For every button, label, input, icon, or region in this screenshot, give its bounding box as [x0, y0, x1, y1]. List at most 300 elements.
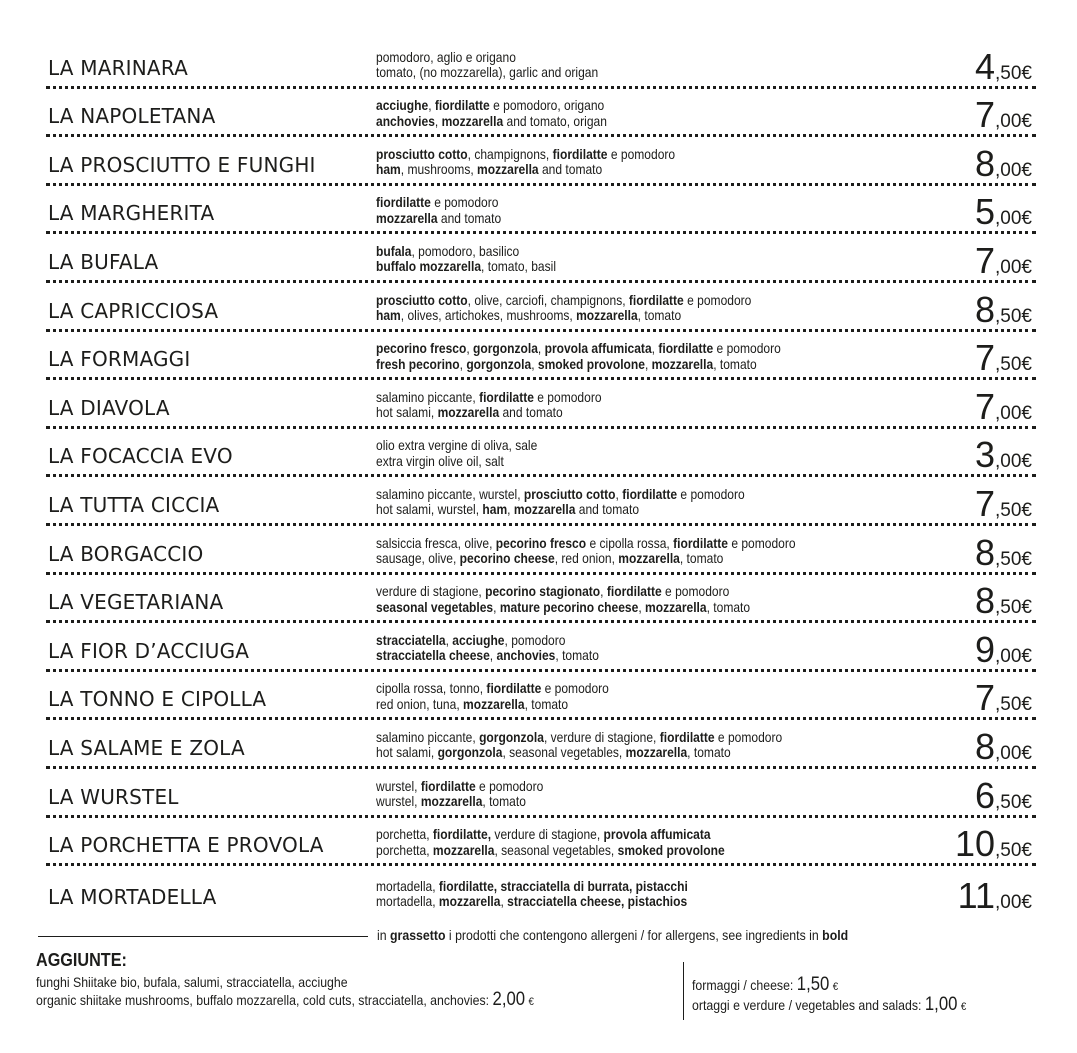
ingredient-text: , tomato — [482, 793, 526, 809]
extras-cheese-price: 1,50 — [796, 974, 830, 995]
ingredient-text: , mushrooms, — [400, 161, 478, 178]
ingredients-it — [376, 341, 781, 357]
allergen-ingredient: smoked provolone — [537, 355, 645, 372]
ingredients-it — [376, 50, 598, 66]
ingredients-en — [376, 259, 556, 275]
allergen-ingredient: gorgonzola — [479, 728, 544, 745]
footnote-text: in — [377, 927, 391, 943]
allergen-ingredient: mozzarella — [463, 695, 525, 712]
allergen-ingredient: gorgonzola — [466, 355, 532, 372]
ingredient-text: , — [537, 340, 545, 357]
price-euros: 7 — [974, 239, 996, 281]
ingredient-text: e cipolla rossa, — [586, 534, 674, 551]
ingredient-text: verdure di stagione, — [376, 583, 486, 600]
ingredient-text: , — [434, 112, 442, 129]
allergen-ingredient: mozzarella — [420, 793, 483, 809]
ingredients-en — [376, 648, 599, 664]
ingredients-en — [376, 357, 781, 373]
pizza-ingredients — [376, 293, 751, 324]
ingredients-it — [376, 633, 599, 649]
pizza-price — [974, 774, 1032, 816]
ingredient-text: , — [507, 501, 514, 518]
ingredient-text: , — [445, 631, 453, 648]
ingredient-text: e pomodoro — [713, 340, 781, 357]
allergen-ingredient: stracciatella — [376, 631, 446, 648]
allergen-ingredient: mozzarella — [618, 550, 680, 567]
currency-symbol: € — [528, 996, 534, 1008]
allergen-ingredient: acciughe — [452, 631, 505, 648]
ingredient-text: , — [531, 355, 538, 372]
ingredients-en — [376, 600, 750, 616]
price-euros: 7 — [974, 677, 996, 719]
allergen-ingredient: mozzarella — [376, 209, 438, 226]
pizza-ingredients — [376, 390, 602, 421]
allergen-ingredient: ham — [376, 161, 401, 178]
price-euros: 6 — [974, 774, 996, 816]
allergen-ingredient: fiordilatte — [552, 145, 608, 162]
ingredient-text: e pomodoro — [661, 583, 730, 600]
price-euros: 8 — [974, 288, 996, 330]
ingredient-text: cipolla rossa, tonno, — [376, 680, 487, 697]
ingredient-text: , olives, artichokes, mushrooms, — [400, 307, 577, 324]
price-euros: 11 — [957, 874, 996, 916]
ingredients-en — [376, 697, 609, 713]
extras-line-en — [36, 991, 534, 1011]
ingredient-text: e pomodoro — [475, 777, 544, 794]
pizza-name: LA BUFALA — [48, 249, 159, 274]
price-euros: 8 — [974, 142, 996, 184]
price-cents: ,50€ — [995, 62, 1032, 84]
pizza-ingredients — [376, 487, 745, 518]
ingredient-text: , — [459, 355, 467, 372]
ingredient-text: , olive, carciofi, champignons, — [467, 291, 629, 308]
allergen-ingredient: fiordilatte — [628, 291, 684, 308]
allergen-ingredient: fiordilatte — [486, 680, 542, 697]
allergen-ingredient: mozzarella — [576, 307, 638, 324]
allergen-ingredient: mozzarella — [437, 404, 500, 421]
allergen-ingredient: provola affumicata — [544, 340, 652, 357]
allergen-ingredient: fresh pecorino — [376, 355, 460, 372]
currency-symbol: € — [960, 1001, 967, 1013]
menu-item-row — [46, 623, 1036, 672]
pizza-ingredients — [376, 879, 688, 910]
allergen-ingredient: pecorino cheese — [459, 550, 555, 567]
allergen-ingredient: anchovies — [376, 112, 435, 129]
ingredients-en — [376, 65, 598, 81]
ingredient-text: pomodoro, aglio e origano — [376, 48, 516, 65]
ingredient-text: , — [466, 340, 474, 357]
extras-toppings-price: 2,00 — [492, 989, 526, 1010]
allergen-ingredient: fiordilatte, — [432, 826, 492, 843]
pizza-price — [974, 628, 1032, 670]
allergen-ingredient: prosciutto cotto — [376, 291, 468, 308]
pizza-name: LA TUTTA CICCIA — [48, 492, 220, 517]
allergen-ingredient: provola affumicata — [603, 826, 711, 843]
ingredient-text: , tomato, basil — [481, 258, 556, 275]
price-cents: ,00€ — [995, 208, 1032, 230]
pizza-ingredients — [376, 341, 781, 372]
pizza-ingredients — [376, 98, 607, 129]
pizza-name: LA NAPOLETANA — [48, 104, 216, 129]
ingredient-text: , verdure di stagione, — [543, 728, 660, 745]
footnote-divider — [38, 936, 368, 937]
ingredient-text: tomato, (no mozzarella), garlic and origan — [376, 64, 599, 81]
ingredient-text: salamino piccante, — [376, 728, 480, 745]
pizza-ingredients — [376, 779, 543, 810]
price-euros: 8 — [974, 580, 996, 622]
price-cents: ,00€ — [995, 159, 1032, 181]
pizza-ingredients — [376, 244, 556, 275]
allergen-ingredient: fiordilatte — [420, 777, 476, 794]
pizza-ingredients — [376, 827, 725, 858]
price-euros: 10 — [954, 823, 996, 865]
ingredient-text: and tomato, origan — [503, 112, 607, 129]
price-euros: 8 — [974, 725, 996, 767]
pizza-name: LA TONNO E CIPOLLA — [48, 687, 267, 712]
ingredient-text: , tomato — [679, 550, 724, 567]
ingredient-text: e pomodoro — [533, 388, 602, 405]
price-euros: 7 — [974, 385, 996, 427]
ingredient-text: , — [489, 647, 497, 664]
pizza-ingredients — [376, 536, 796, 567]
allergen-ingredient: gorgonzola — [473, 340, 538, 357]
menu-item-row — [46, 429, 1036, 478]
ingredient-text: , — [644, 355, 652, 372]
ingredient-text: and tomato — [437, 209, 502, 226]
ingredient-text: mortadella, — [376, 877, 439, 894]
allergen-ingredient: mozzarella — [432, 841, 495, 858]
allergen-ingredient: fiordilatte — [622, 485, 678, 502]
allergen-ingredient: stracciatella cheese, pistachios — [507, 893, 688, 910]
allergen-ingredient: acciughe — [376, 97, 429, 114]
allergen-ingredient: gorgonzola — [437, 744, 503, 761]
ingredients-it — [376, 681, 609, 697]
price-cents: ,00€ — [995, 645, 1032, 667]
footnote-bold-word: bold — [822, 927, 849, 943]
allergen-ingredient: mozzarella — [645, 598, 707, 615]
allergen-ingredient: buffalo mozzarella — [376, 258, 482, 275]
menu-item-row — [46, 186, 1036, 235]
allergen-ingredient: ham — [376, 307, 401, 324]
ingredient-text: , champignons, — [467, 145, 553, 162]
extras-divider — [683, 962, 684, 1020]
price-cents: ,50€ — [995, 548, 1032, 570]
price-cents: ,50€ — [995, 597, 1032, 619]
pizza-ingredients — [376, 681, 609, 712]
allergen-ingredient: seasonal vegetables — [376, 598, 494, 615]
ingredients-en — [376, 894, 688, 910]
allergen-ingredient: pecorino stagionato — [485, 583, 601, 600]
ingredient-text: e pomodoro — [541, 680, 609, 697]
allergen-ingredient: fiordilatte — [479, 388, 534, 405]
menu-item-row — [46, 866, 1036, 915]
extras-title: AGGIUNTE: — [36, 950, 127, 970]
ingredients-en — [376, 843, 725, 859]
allergen-ingredient: fiordilatte — [673, 534, 728, 551]
ingredient-text: e pomodoro — [607, 145, 676, 162]
ingredients-en — [376, 454, 537, 470]
menu-item-row — [46, 477, 1036, 526]
ingredient-text: , red onion, — [554, 550, 619, 567]
allergen-ingredient: fiordilatte — [376, 194, 431, 211]
ingredients-it — [376, 879, 688, 895]
ingredient-text: , pomodoro, basilico — [411, 242, 520, 259]
price-cents: ,00€ — [995, 111, 1032, 133]
menu-item-row — [46, 89, 1036, 138]
ingredients-it — [376, 98, 607, 114]
ingredients-en — [376, 211, 501, 227]
pizza-price — [974, 531, 1032, 573]
ingredients-it — [376, 244, 556, 260]
extras-veg-label: ortaggi e verdure / vegetables and salads: — [692, 997, 925, 1013]
ingredients-it — [376, 293, 751, 309]
ingredients-en — [376, 794, 543, 810]
price-euros: 5 — [974, 191, 996, 233]
extras-cheese-label: formaggi / cheese: — [692, 977, 797, 993]
ingredient-text: and tomato — [538, 161, 603, 178]
ingredients-en — [376, 114, 607, 130]
allergen-ingredient: fiordilatte — [659, 728, 715, 745]
ingredient-text: wurstel, — [376, 777, 421, 794]
menu-item-row — [46, 283, 1036, 332]
pizza-name: LA PORCHETTA E PROVOLA — [48, 833, 324, 858]
allergen-ingredient: stracciatella cheese — [376, 647, 490, 664]
pizza-name: LA PROSCIUTTO E FUNGHI — [48, 152, 316, 177]
pizza-name: LA BORGACCIO — [48, 541, 204, 566]
footnote-text: i prodotti che contengono allergeni / for allergens, see ingredients in — [445, 927, 823, 943]
menu-item-row — [46, 380, 1036, 429]
ingredient-text: verdure di stagione, — [491, 826, 604, 843]
extras-line-it: funghi Shiitake bio, bufala, salumi, stracciatella, acciughe — [36, 974, 348, 990]
menu-item-row — [46, 234, 1036, 283]
menu-item-row — [46, 332, 1036, 381]
ingredient-text: e pomodoro — [714, 728, 783, 745]
ingredient-text: , pomodoro — [504, 631, 566, 648]
ingredients-en — [376, 308, 751, 324]
price-cents: ,50€ — [995, 694, 1032, 716]
allergen-ingredient: pecorino fresco — [495, 534, 587, 551]
ingredient-text: porchetta, — [376, 841, 433, 858]
currency-symbol: € — [832, 981, 839, 993]
footnote-bold-word: grassetto — [390, 927, 446, 943]
price-cents: ,50€ — [995, 499, 1032, 521]
ingredient-text: , seasonal vegetables, — [502, 744, 626, 761]
ingredient-text: mortadella, — [376, 893, 439, 910]
allergen-ingredient: mozzarella — [438, 893, 501, 910]
pizza-price — [954, 823, 1032, 865]
ingredient-text: salsiccia fresca, olive, — [376, 534, 496, 551]
pizza-price — [974, 677, 1032, 719]
menu-item-row — [46, 526, 1036, 575]
menu-item-row — [46, 818, 1036, 867]
price-euros: 7 — [974, 94, 996, 136]
ingredient-text: , — [600, 583, 607, 600]
pizza-price — [974, 191, 1032, 233]
ingredients-it — [376, 536, 796, 552]
ingredient-text: , — [651, 340, 659, 357]
price-euros: 3 — [974, 434, 996, 476]
pizza-ingredients — [376, 730, 782, 761]
ingredient-text: salamino piccante, wurstel, — [376, 485, 524, 502]
pizza-price — [974, 45, 1032, 87]
allergen-ingredient: mature pecorino cheese — [499, 598, 639, 615]
pizza-price — [974, 239, 1032, 281]
allergen-ingredient: fiordilatte, stracciatella di burrata, pistacchi — [438, 877, 688, 894]
price-cents: ,50€ — [995, 840, 1032, 862]
pizza-ingredients — [376, 50, 598, 81]
price-cents: ,00€ — [995, 742, 1032, 764]
pizza-name: LA FIOR D’ACCIUGA — [48, 638, 250, 663]
allergen-ingredient: fiordilatte — [658, 340, 714, 357]
pizza-ingredients — [376, 147, 675, 178]
extras-line-en-text: organic shiitake mushrooms, buffalo mozzarella, cold cuts, stracciatella, anchovies: — [36, 992, 493, 1008]
allergen-ingredient: prosciutto cotto — [376, 145, 468, 162]
ingredients-it — [376, 779, 543, 795]
price-euros: 7 — [974, 482, 996, 524]
ingredient-text: , — [615, 485, 623, 502]
ingredients-it — [376, 390, 602, 406]
ingredient-text: , tomato — [637, 307, 682, 324]
ingredient-text: , seasonal vegetables, — [494, 841, 618, 858]
ingredient-text: e pomodoro — [430, 194, 499, 211]
extras-toppings — [36, 974, 534, 1011]
allergen-ingredient: fiordilatte — [434, 97, 490, 114]
ingredient-text: , — [638, 598, 646, 615]
pizza-ingredients — [376, 438, 537, 469]
ingredient-text: hot salami, — [376, 404, 438, 421]
ingredient-text: and tomato — [499, 404, 563, 421]
ingredient-text: , tomato — [713, 355, 757, 372]
menu-item-row — [46, 769, 1036, 818]
pizza-ingredients — [376, 633, 599, 664]
pizza-name: LA DIAVOLA — [48, 395, 170, 420]
extras-veg — [692, 996, 966, 1016]
allergen-ingredient: mozzarella — [651, 355, 714, 372]
pizza-ingredients — [376, 195, 501, 226]
ingredient-text: e pomodoro — [727, 534, 796, 551]
pizza-price — [974, 482, 1032, 524]
extras-cheese — [692, 976, 966, 996]
allergen-ingredient: mozzarella — [625, 744, 688, 761]
price-euros: 4 — [974, 45, 996, 87]
ingredients-en — [376, 551, 796, 567]
ingredient-text: olio extra vergine di oliva, sale — [376, 437, 538, 454]
price-cents: ,00€ — [995, 256, 1032, 278]
menu-item-row — [46, 40, 1036, 89]
menu-item-row — [46, 137, 1036, 186]
price-cents: ,50€ — [995, 305, 1032, 327]
price-cents: ,00€ — [995, 451, 1032, 473]
pizza-price — [974, 434, 1032, 476]
ingredients-it — [376, 438, 537, 454]
pizza-name: LA CAPRICCIOSA — [48, 298, 219, 323]
menu-item-row — [46, 672, 1036, 721]
ingredients-it — [376, 487, 745, 503]
pizza-name: LA MORTADELLA — [48, 884, 217, 909]
ingredient-text: and tomato — [575, 501, 640, 518]
ingredient-text: , tomato — [524, 695, 569, 712]
ingredients-it — [376, 584, 750, 600]
pizza-price — [974, 142, 1032, 184]
allergen-ingredient: fiordilatte — [606, 583, 662, 600]
ingredients-it — [376, 827, 725, 843]
pizza-name: LA VEGETARIANA — [48, 590, 224, 615]
ingredients-it — [376, 730, 782, 746]
price-euros: 8 — [974, 531, 996, 573]
pizza-name: LA FORMAGGI — [48, 347, 191, 372]
ingredients-en — [376, 162, 675, 178]
price-cents: ,50€ — [995, 354, 1032, 376]
ingredients-it — [376, 147, 675, 163]
pizza-price — [957, 874, 1032, 916]
allergen-ingredient: prosciutto cotto — [523, 485, 616, 502]
menu-item-row — [46, 575, 1036, 624]
ingredient-text: extra virgin olive oil, salt — [376, 452, 504, 469]
allergen-ingredient: mozzarella — [513, 501, 576, 518]
ingredient-text: hot salami, wurstel, — [376, 501, 483, 518]
pizza-name: LA SALAME E ZOLA — [48, 735, 245, 760]
menu-item-row — [46, 720, 1036, 769]
allergen-ingredient: ham — [482, 501, 508, 518]
allergen-ingredient: smoked provolone — [617, 841, 725, 858]
extras-cheese-veg — [692, 976, 966, 1016]
ingredient-text: e pomodoro, origano — [489, 97, 605, 114]
price-euros: 9 — [974, 628, 996, 670]
price-cents: ,00€ — [995, 402, 1032, 424]
ingredient-text: e pomodoro — [677, 485, 745, 502]
price-cents: ,50€ — [995, 791, 1032, 813]
ingredient-text: , — [428, 97, 435, 114]
ingredient-text: e pomodoro — [683, 291, 752, 308]
allergen-footnote — [377, 927, 848, 943]
price-cents: ,00€ — [995, 891, 1032, 913]
pizza-price — [974, 337, 1032, 379]
ingredients-it — [376, 195, 501, 211]
allergen-ingredient: mozzarella — [441, 112, 504, 129]
ingredient-text: wurstel, — [376, 793, 421, 809]
pizza-name: LA MARINARA — [48, 55, 188, 80]
ingredient-text: salamino piccante, — [376, 388, 480, 405]
pizza-ingredients — [376, 584, 750, 615]
price-euros: 7 — [974, 337, 996, 379]
allergen-ingredient: pecorino fresco — [376, 340, 467, 357]
ingredient-text: , — [500, 893, 508, 910]
pizza-price — [974, 385, 1032, 427]
ingredient-text: porchetta, — [376, 826, 433, 843]
pizza-price — [974, 580, 1032, 622]
ingredient-text: , tomato — [687, 744, 731, 761]
ingredients-en — [376, 745, 782, 761]
ingredient-text: red onion, tuna, — [376, 695, 464, 712]
allergen-ingredient: anchovies — [496, 647, 556, 664]
ingredients-en — [376, 502, 745, 518]
pizza-name: LA WURSTEL — [48, 784, 179, 809]
ingredient-text: , tomato — [555, 647, 599, 664]
ingredient-text: sausage, olive, — [376, 550, 460, 567]
pizza-name: LA MARGHERITA — [48, 201, 215, 226]
pizza-name: LA FOCACCIA EVO — [48, 444, 233, 469]
ingredient-text: hot salami, — [376, 744, 438, 761]
allergen-ingredient: mozzarella — [477, 161, 539, 178]
allergen-ingredient: bufala — [376, 242, 412, 259]
pizza-price — [974, 288, 1032, 330]
pizza-price — [974, 725, 1032, 767]
ingredient-text: , tomato — [706, 598, 751, 615]
ingredient-text: , — [493, 598, 500, 615]
pizza-price — [974, 94, 1032, 136]
pizza-menu-list — [46, 40, 1036, 915]
ingredients-en — [376, 405, 602, 421]
